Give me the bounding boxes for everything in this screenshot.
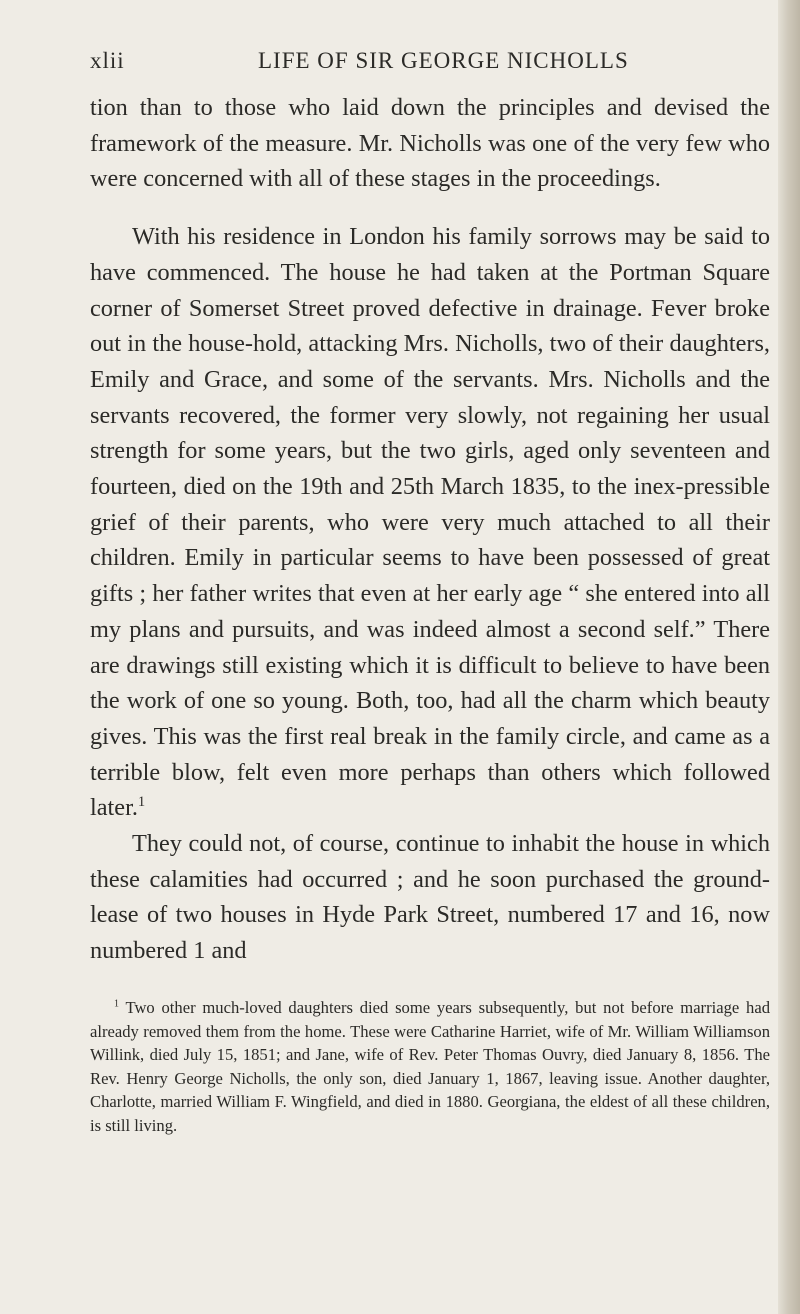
- page-number: xlii: [90, 48, 125, 73]
- footnote-text: Two other much-loved daughters died some years subsequently, but not before marriage had already removed them from the home. These were Catharine Harriet, wife of Mr. William Williamson Willink, died July 15, 1851; and Jane, wife of Rev. Peter Thomas Ouvry, died January 8, 1856. The Rev. Henry George Nicholls, the only son, died January 1, 1867, leaving issue. Another daughter, Charlotte, married William F. Wingfield, and died in 1880. Georgiana, the eldest of all these children, is still living.: [90, 998, 770, 1135]
- paragraph-new-house: [90, 826, 770, 969]
- paragraph-family-sorrows: [90, 219, 770, 826]
- paragraph-text: tion than to those who laid down the principles and devised the framework of the measure. Mr. Nicholls was one of the very few who were concerned with all of these stages in the proceedings.: [90, 94, 770, 193]
- running-title: LIFE OF SIR GEORGE NICHOLLS: [258, 48, 629, 73]
- footnote: [90, 996, 770, 1138]
- paragraph-continuation: [90, 90, 770, 197]
- paragraph-text: With his residence in London his family sorrows may be said to have commenced. The house he had taken at the Portman Square corner of Somerset Street proved defective in drainage. Fever broke out in the house-hold, attacking Mrs. Nicholls, two of their daughters, Emily and Grace, and some of the servants. Mrs. Nicholls and the servants recovered, the former very slowly, not regaining her usual strength for some years, but the two girls, aged only seventeen and fourteen, died on the 19th and 25th March 1835, to the inex-pressible grief of their parents, who were very much attached to all their children. Emily in particular seems to have been possessed of great gifts ; her father writes that even at her early age “ she entered into all my plans and pursuits, and was indeed almost a second self.” There are drawings still existing which it is difficult to believe to have been the work of one so young. Both, too, had all the charm which beauty gives. This was the first real break in the family circle, and came as a terrible blow, felt even more perhaps than others which followed later.: [90, 223, 770, 822]
- footnote-reference: 1: [137, 794, 146, 811]
- paragraph-text: They could not, of course, continue to inhabit the house in which these calamities had occurred ; and he soon purchased the ground-lease of two houses in Hyde Park Street, numbered 17 and 16, now numbered 1 and: [90, 830, 770, 965]
- footnote-marker: 1: [114, 998, 119, 1010]
- page-edge-shadow: [778, 0, 800, 1314]
- running-header: [90, 48, 770, 78]
- body-text: [90, 90, 770, 969]
